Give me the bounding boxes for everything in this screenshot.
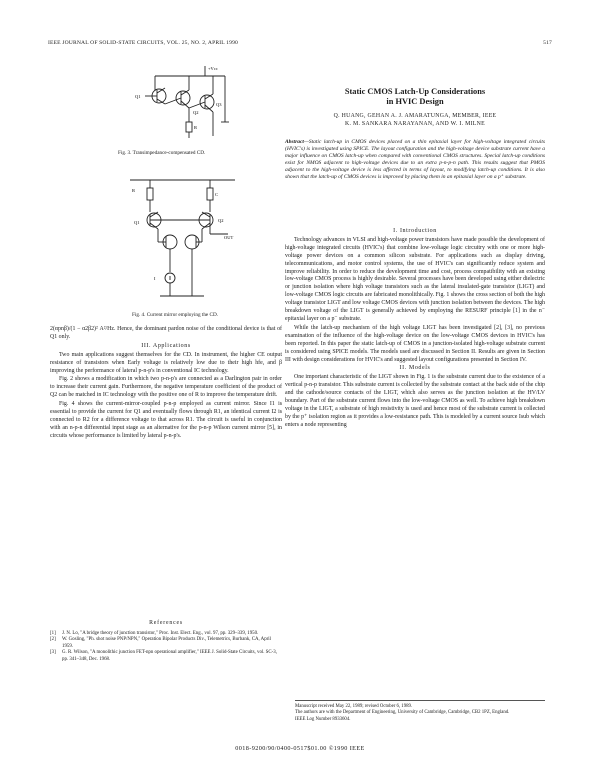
abstract-text: —Static latch-up in CMOS devices placed on a thin epitaxial layer for high-voltage integrated circuits (HVIC's) is investigated using SPICE. The layout configuration and the high-voltage device substrate current have a major influence on CMOS latch-up when compared with conventional CMOS structures. Special latch-up conditions exist for NMOS adjacent to high-voltage devices due to an extra p-n-p-n path. This results suggest that PMOS adjacent to the high-voltage device is less affected in terms of layout, to modifying latch-up conditions. It is also shown that the latch-up of CMOS devices is improved by placing them in an epitaxial layer on a p⁺ substrate. [285, 139, 545, 181]
reference-number: [3] [50, 650, 56, 656]
fig4-caption: Fig. 4. Current mirror employing the CD. [132, 312, 219, 318]
footnotes [295, 700, 545, 723]
abstract [285, 139, 545, 182]
reference-item [50, 631, 282, 638]
reference-text: G. R. Wilson, "A monolithic junction FET-npn operational amplifier," IEEE J. Solid-State Circuits, vol. SC-3, pp. 341–348, Dec. 1968. [62, 650, 277, 662]
applications-paragraph-2: Fig. 2 shows a modification in which two p-n-p's are connected as a Darlington pair in order to increase their current gain. Furthermore, the negative temperature coefficient of the product of Q2 can be matched in IC technology with the positive one of R to improve the temperature drift. [50, 376, 282, 399]
fig3-r-label: R [194, 125, 198, 130]
copyright-code: 0018-9200/90/0400-0517$01.00 ©1990 IEEE [235, 745, 365, 752]
references-heading: References [149, 620, 183, 626]
applications-heading: III. Applications [141, 342, 191, 349]
fig4-q2-label: Q2 [218, 218, 224, 223]
fig3-vcc-label: +Vcc [208, 66, 218, 71]
article-title [285, 87, 545, 107]
authors-line-2: K. M. SANKARA NARAYANAN, AND W. I. MILNE [345, 121, 485, 127]
models-heading: II. Models [399, 365, 431, 372]
journal-header: IEEE JOURNAL OF SOLID-STATE CIRCUITS, VOL. 25, NO. 2, APRIL 1990 [48, 40, 238, 46]
reference-text: J. N. Lo, "A bridge theory of junction transistor," Proc. Inst. Elect. Eng., vol. 97, pp. 329–339, 1950. [62, 630, 259, 636]
fig3-q1-label: Q1 [135, 94, 141, 99]
authors [285, 112, 545, 128]
reference-item [50, 650, 282, 663]
intro-paragraph: 2(αpnβ)/(1 − α2β2)² A²/Hz. Hence, the dominant pardon noise of the conditional device is that of Q1 only. [50, 326, 282, 340]
fig4-out-label: OUT [224, 235, 234, 240]
abstract-label: Abstract [285, 139, 304, 145]
title-line-2: in HVIC Design [386, 97, 444, 106]
applications-paragraph-1: Two main applications suggest themselves for the CD. In instrument, the higher CE output resistance of transistors when Early voltage is relatively low due to their high hfe, and β improving the performance of lateral p-n-p's in conventional IC technology. [50, 351, 282, 374]
reference-text: W. Gosling, "Ph. shot noise PNP/NPN," Operation Bipolar Products Div., Telemetrics, Burbank, CA, April 1959. [62, 637, 272, 649]
footnote-affiliation: The authors are with the Department of Engineering, University of Cambridge, Cambridge, CB2 1PZ, England. [295, 710, 510, 716]
fig4-ref-label: I [154, 276, 156, 281]
references [50, 620, 282, 664]
left-column [50, 326, 282, 442]
fig3-circuit [115, 62, 245, 144]
fig4-circuit [120, 172, 245, 304]
footnote-log-number: IEEE Log Number 8933604. [295, 716, 351, 722]
introduction-paragraph-1: Technology advances in VLSI and high-voltage power transistors have made possible the development of high-voltage integrated circuits (HVIC's) that combine low-voltage logic circuitry with one or more high-voltage power devices on a common silicon substrate. For applications such as display driving, telecommunications, and motor control systems, the use of HVIC's can significantly reduce system and improve reliability. In order to reduce the development time and cost, process compatibility with an existing low-voltage CMOS process is highly desirable. Several processes have been developed using either dielectric or junction isolation where high voltage transistors such as the lateral insulated-gate transistor (LIGT) and low-voltage CMOS logic circuits are fabricated monolithically. Fig. 1 shows the cross section of both the high voltage transistor LIGT and low voltage CMOS devices with junction isolation between the devices. The high breakdown voltage of the LIGT is generally achieved by employing the RESURF principle [1] in the n⁻ epitaxial layer on a p⁻ substrate. [285, 236, 545, 322]
authors-line-1: Q. HUANG, GEHAN A. J. AMARATUNGA, MEMBER, IEEE [333, 113, 497, 119]
introduction-paragraph-2: While the latch-up mechanism of the high voltage LIGT has been investigated [2], [3], no previous examination of the influence of the high-voltage device on the low-voltage CMOS devices in HVIC's has been reported. In this paper the static latch-up of CMOS in a junction-isolated high-voltage substrate current is considered using SPICE models. The models used are discussed in Section II. Results are given in Section III with design considerations for HVIC's and suggested layout configurations presented in Section IV. [285, 324, 545, 363]
footnote-received: Manuscript received May 22, 1989; revised October 6, 1989. [295, 704, 413, 709]
fig4-c-label: C [215, 192, 219, 197]
fig4-r-label: R [132, 188, 136, 193]
fig3-q3-label: Q3 [216, 102, 222, 107]
reference-number: [2] [50, 637, 56, 643]
reference-number: [1] [50, 630, 56, 636]
models-paragraph: One important characteristic of the LIGT shown in Fig. 1 is the substrate current due to the existence of a vertical p-n-p transistor. This substrate current is collected by the substrate contact at the back side of the chip and the cathode/source contacts of the LIGT, which also serves as the junction isolation at the HV/LV boundary. Part of the substrate current flows into the low-voltage CMOS as well. To achieve high breakdown voltage in the LIGT, a substrate of high resistivity is used and hence most of the substrate current is collected by the p⁺ isolation region as it provides a low-resistance path. This is modeled by a current source Isub which enters a node representing [285, 374, 545, 428]
title-line-1: Static CMOS Latch-Up Considerations [344, 87, 486, 96]
fig3-caption: Fig. 3. Transimpedance-compensated CD. [118, 150, 206, 156]
applications-paragraph-3: Fig. 4 shows the current-mirror-coupled p-n-p employed as current mirror. Since I1 is essential to provide the current for Q1 and eventually flows through R1, an identical current I2 is connected to R2 for a difference voltage to that across R1. The circuit is useful in conjunction with an n-p-n differential input stage as an alternative for the p-n-p Wilson current mirror [5], in circuits whose performance is limited by lateral p-n-p's. [50, 401, 282, 439]
fig4-q1-label: Q1 [134, 220, 140, 225]
right-column [285, 228, 545, 431]
introduction-heading: I. Introduction [393, 228, 437, 234]
fig3-q2-label: Q2 [193, 110, 199, 115]
running-header [48, 40, 552, 52]
reference-item [50, 637, 282, 650]
page-number: 517 [543, 40, 552, 46]
